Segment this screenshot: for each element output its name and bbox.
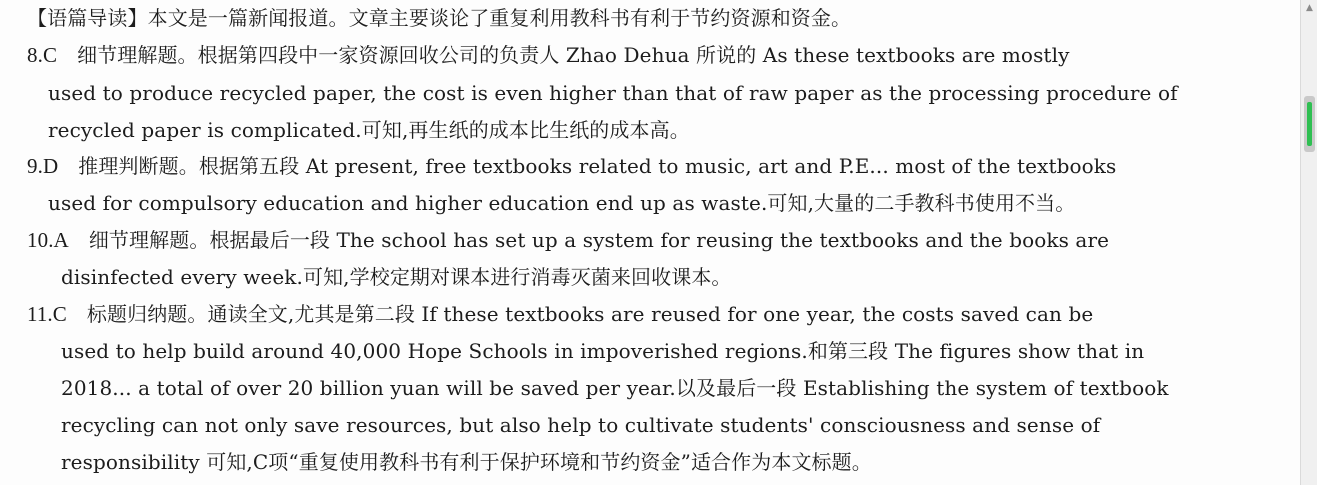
scrollbar-thumb-grip (1307, 102, 1312, 146)
answer-9-label: 9.D (27, 154, 59, 178)
answer-10-line-1 (27, 227, 1109, 253)
answer-10-line-2: disinfected every week.可知,学校定期对课本进行消毒灭菌来回收课本。 (61, 265, 732, 289)
answer-8-line-2: used to produce recycled paper, the cost is even higher than that of raw paper as the processing procedure of (48, 81, 1178, 105)
answer-9-type: 推理判断题。 (78, 154, 199, 178)
reading-guide-tag: 【语篇导读】 (27, 6, 148, 30)
answer-8-line-1 (27, 42, 1069, 68)
answer-11-line-4: recycling can not only save resources, but also help to cultivate students' consciousness and sense of (61, 413, 1101, 437)
answer-9-line-2: used for compulsory education and higher education end up as waste.可知,大量的二手教科书使用不当。 (48, 191, 1076, 215)
reading-guide-summary: 本文是一篇新闻报道。文章主要谈论了重复利用教科书有利于节约资源和资金。 (147, 6, 852, 30)
answer-11-line-2: used to help build around 40,000 Hope Schools in impoverished regions.和第三段 The figures show that in (61, 339, 1145, 363)
answer-9-text-1: 根据第五段 At present, free textbooks related to music, art and P.E... most of the textbooks (198, 154, 1117, 178)
answer-8-line-3: recycled paper is complicated.可知,再生纸的成本比生纸的成本高。 (48, 118, 690, 142)
answer-10-text-1: 根据最后一段 The school has set up a system for reusing the textbooks and the books are (209, 228, 1110, 252)
reading-guide (27, 5, 851, 31)
answer-11-line-5: responsibility 可知,C项“重复使用教科书有利于保护环境和节约资金”适合作为本文标题。 (61, 450, 872, 474)
answer-11-type: 标题归纳题。 (86, 302, 208, 326)
answer-8-type: 细节理解题。 (77, 43, 198, 67)
answer-8-label: 8.C (27, 43, 58, 67)
scrollbar-thumb[interactable] (1304, 96, 1315, 152)
answer-11-text-1: 通读全文,尤其是第二段 If these textbooks are reused for one year, the costs saved can be (207, 302, 1094, 326)
vertical-scrollbar[interactable] (1300, 0, 1317, 485)
answer-11-line-1 (27, 301, 1093, 327)
answer-11-line-3: 2018... a total of over 20 billion yuan will be saved per year.以及最后一段 Establishing the system of textbook (61, 376, 1169, 400)
answer-10-type: 细节理解题。 (88, 228, 210, 252)
answer-8-text-1: 根据第四段中一家资源回收公司的负责人 Zhao Dehua 所说的 As these textbooks are mostly (197, 43, 1070, 67)
answer-11-label: 11.C (27, 302, 67, 326)
answer-10-label: 10.A (27, 228, 69, 252)
scroll-up-arrow-icon[interactable]: ▲ (1306, 3, 1313, 13)
answer-9-line-1 (27, 153, 1116, 179)
